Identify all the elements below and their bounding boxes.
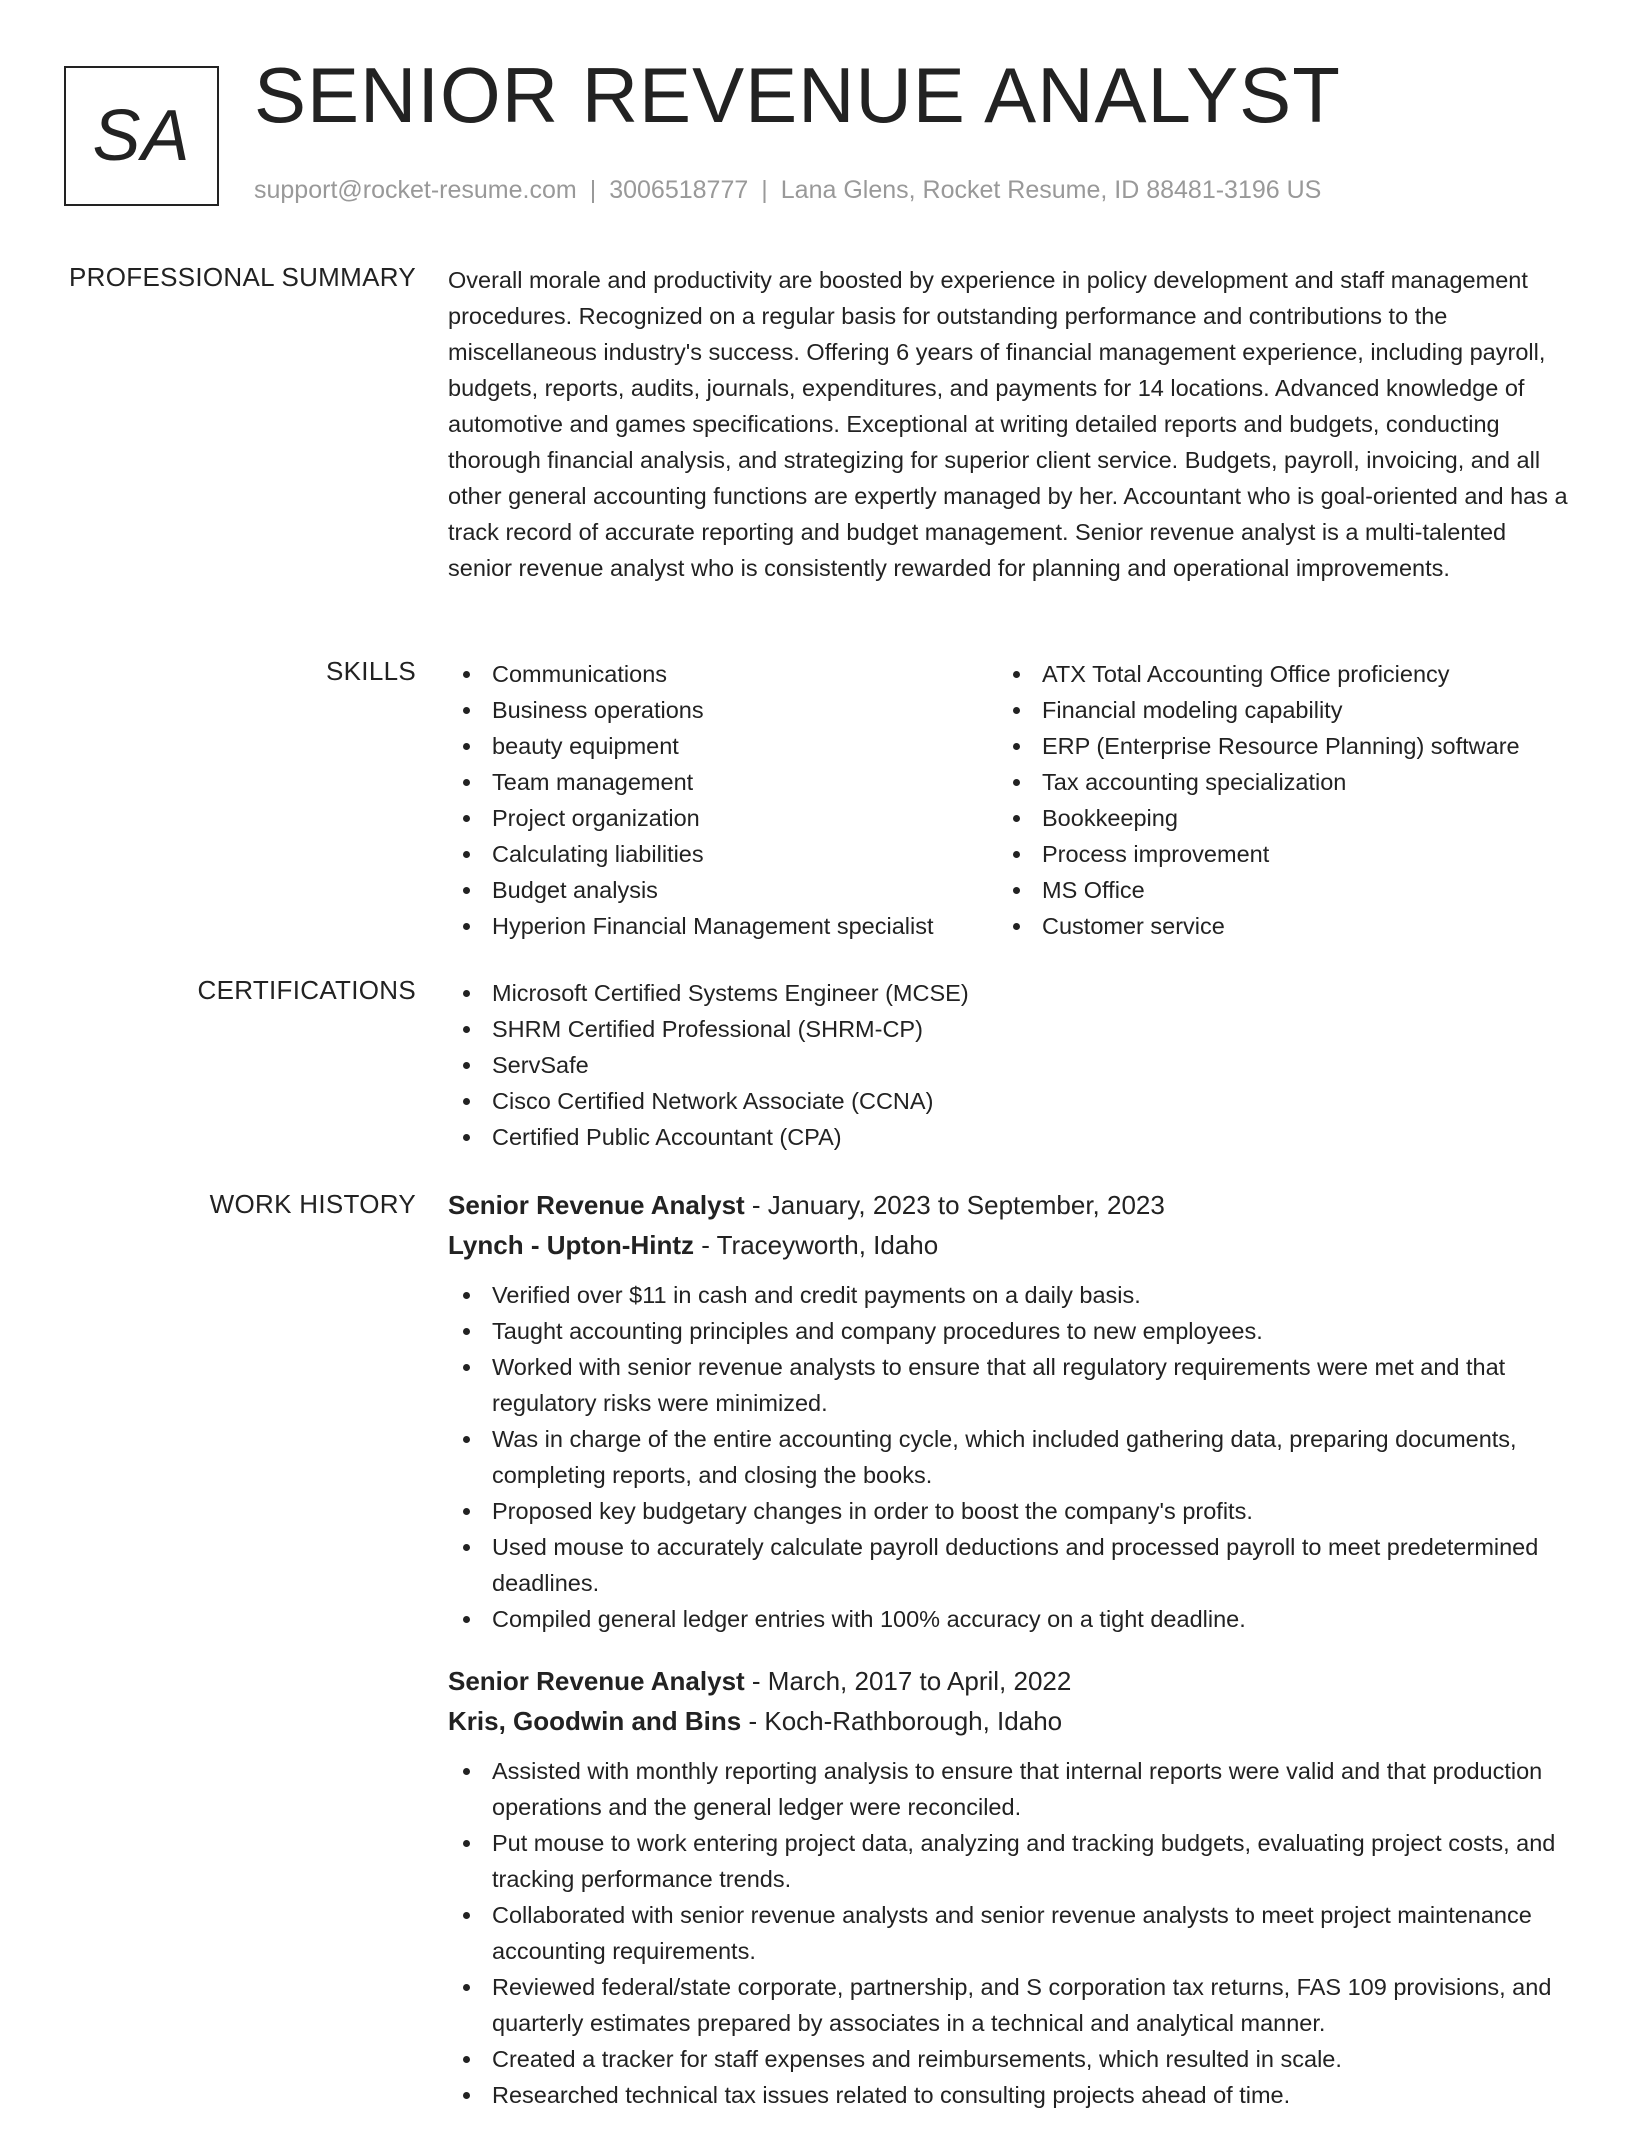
skill-item: MS Office (998, 872, 1568, 908)
job-entry (448, 1185, 1568, 1637)
certifications-heading: CERTIFICATIONS (197, 975, 416, 1005)
certification-item: ServSafe (448, 1047, 1568, 1083)
summary-text: Overall morale and productivity are boosted by experience in policy development and staff management procedures. Recognized on a regular basis for outstanding performance and contributions to the miscellaneous industry's success. Offering 6 years of financial management experience, including payroll, budgets, reports, audits, journals, expenditures, and payments for 14 locations. Advanced knowledge of automotive and games specifications. Exceptional at writing detailed reports and budgets, conducting thorough financial analysis, and strategizing for superior client service. Budgets, payroll, invoicing, and all other general accounting functions are expertly managed by her. Accountant who is goal-oriented and has a track record of accurate reporting and budget management. Senior revenue analyst is a multi-talented senior revenue analyst who is consistently rewarded for planning and operational improvements. (448, 267, 1568, 581)
job-bullet: Assisted with monthly reporting analysis to ensure that internal reports were valid and that production operations and the general ledger were reconciled. (448, 1753, 1568, 1825)
skills-grid (448, 656, 1568, 944)
skill-item: ERP (Enterprise Resource Planning) software (998, 728, 1568, 764)
job-bullet: Used mouse to accurately calculate payroll deductions and processed payroll to meet predetermined deadlines. (448, 1529, 1568, 1601)
skill-item: Hyperion Financial Management specialist (448, 908, 998, 944)
job-bullet: Collaborated with senior revenue analysts and senior revenue analysts to meet project maintenance accounting requirements. (448, 1897, 1568, 1969)
resume-title: SENIOR REVENUE ANALYST (254, 51, 1341, 139)
skill-item: Calculating liabilities (448, 836, 998, 872)
skill-item: Tax accounting specialization (998, 764, 1568, 800)
job-bullet: Taught accounting principles and company procedures to new employees. (448, 1313, 1568, 1349)
job-bullet: Put mouse to work entering project data, analyzing and tracking budgets, evaluating project costs, and tracking performance trends. (448, 1825, 1568, 1897)
contact-email: support@rocket-resume.com (254, 176, 577, 204)
job-bullet: Created a tracker for staff expenses and reimbursements, which resulted in scale. (448, 2041, 1568, 2077)
job-company-line (448, 1225, 1568, 1265)
summary-heading: PROFESSIONAL SUMMARY (69, 262, 416, 292)
skill-item: Communications (448, 656, 998, 692)
work-list (448, 1185, 1568, 2137)
certification-item: Cisco Certified Network Associate (CCNA) (448, 1083, 1568, 1119)
initials-monogram: SA (64, 66, 219, 206)
contact-separator: | (761, 176, 768, 204)
contact-line (254, 176, 1321, 205)
certification-item: Microsoft Certified Systems Engineer (MCSE) (448, 975, 1568, 1011)
job-title-line (448, 1185, 1568, 1225)
contact-separator: | (589, 176, 597, 204)
work-heading: WORK HISTORY (209, 1189, 416, 1219)
job-bullet: Worked with senior revenue analysts to ensure that all regulatory requirements were met and that regulatory risks were minimized. (448, 1349, 1568, 1421)
job-company-line (448, 1701, 1568, 1741)
certifications-list (448, 975, 1568, 1155)
job-bullet: Verified over $11 in cash and credit payments on a daily basis. (448, 1277, 1568, 1313)
job-dates: - January, 2023 to September, 2023 (744, 1190, 1165, 1220)
certification-item: Certified Public Accountant (CPA) (448, 1119, 1568, 1155)
job-title-line (448, 1661, 1568, 1701)
skill-item: beauty equipment (448, 728, 998, 764)
skill-item: Budget analysis (448, 872, 998, 908)
skills-heading: SKILLS (326, 656, 416, 686)
contact-phone: 3006518777 (609, 176, 749, 204)
job-title: Senior Revenue Analyst (448, 1190, 745, 1220)
certification-item: SHRM Certified Professional (SHRM-CP) (448, 1011, 1568, 1047)
job-dates: - March, 2017 to April, 2022 (744, 1666, 1072, 1696)
job-bullet: Reviewed federal/state corporate, partnership, and S corporation tax returns, FAS 109 provisions, and quarterly estimates prepared by associates in a technical and analytical manner. (448, 1969, 1568, 2041)
job-location: - Traceyworth, Idaho (693, 1230, 939, 1260)
job-title: Senior Revenue Analyst (448, 1666, 745, 1696)
skill-item: Financial modeling capability (998, 692, 1568, 728)
job-bullets (448, 1753, 1568, 2113)
job-bullets (448, 1277, 1568, 1637)
skill-item: Customer service (998, 908, 1568, 944)
job-company: Kris, Goodwin and Bins (448, 1706, 742, 1736)
skill-item: Project organization (448, 800, 998, 836)
job-bullet: Proposed key budgetary changes in order to boost the company's profits. (448, 1493, 1568, 1529)
skill-item: Team management (448, 764, 998, 800)
job-bullet: Researched technical tax issues related to consulting projects ahead of time. (448, 2077, 1568, 2113)
job-entry (448, 1661, 1568, 2113)
job-location: - Koch-Rathborough, Idaho (741, 1706, 1063, 1736)
job-bullet: Was in charge of the entire accounting cycle, which included gathering data, preparing documents, completing reports, and closing the books. (448, 1421, 1568, 1493)
skills-list-left (448, 656, 998, 944)
job-company: Lynch - Upton-Hintz (448, 1230, 694, 1260)
job-bullet: Compiled general ledger entries with 100% accuracy on a tight deadline. (448, 1601, 1568, 1637)
skills-list-right (998, 656, 1568, 944)
contact-address: Lana Glens, Rocket Resume, ID 88481-3196 US (780, 176, 1322, 204)
skill-item: Business operations (448, 692, 998, 728)
skill-item: Bookkeeping (998, 800, 1568, 836)
skill-item: Process improvement (998, 836, 1568, 872)
skill-item: ATX Total Accounting Office proficiency (998, 656, 1568, 692)
